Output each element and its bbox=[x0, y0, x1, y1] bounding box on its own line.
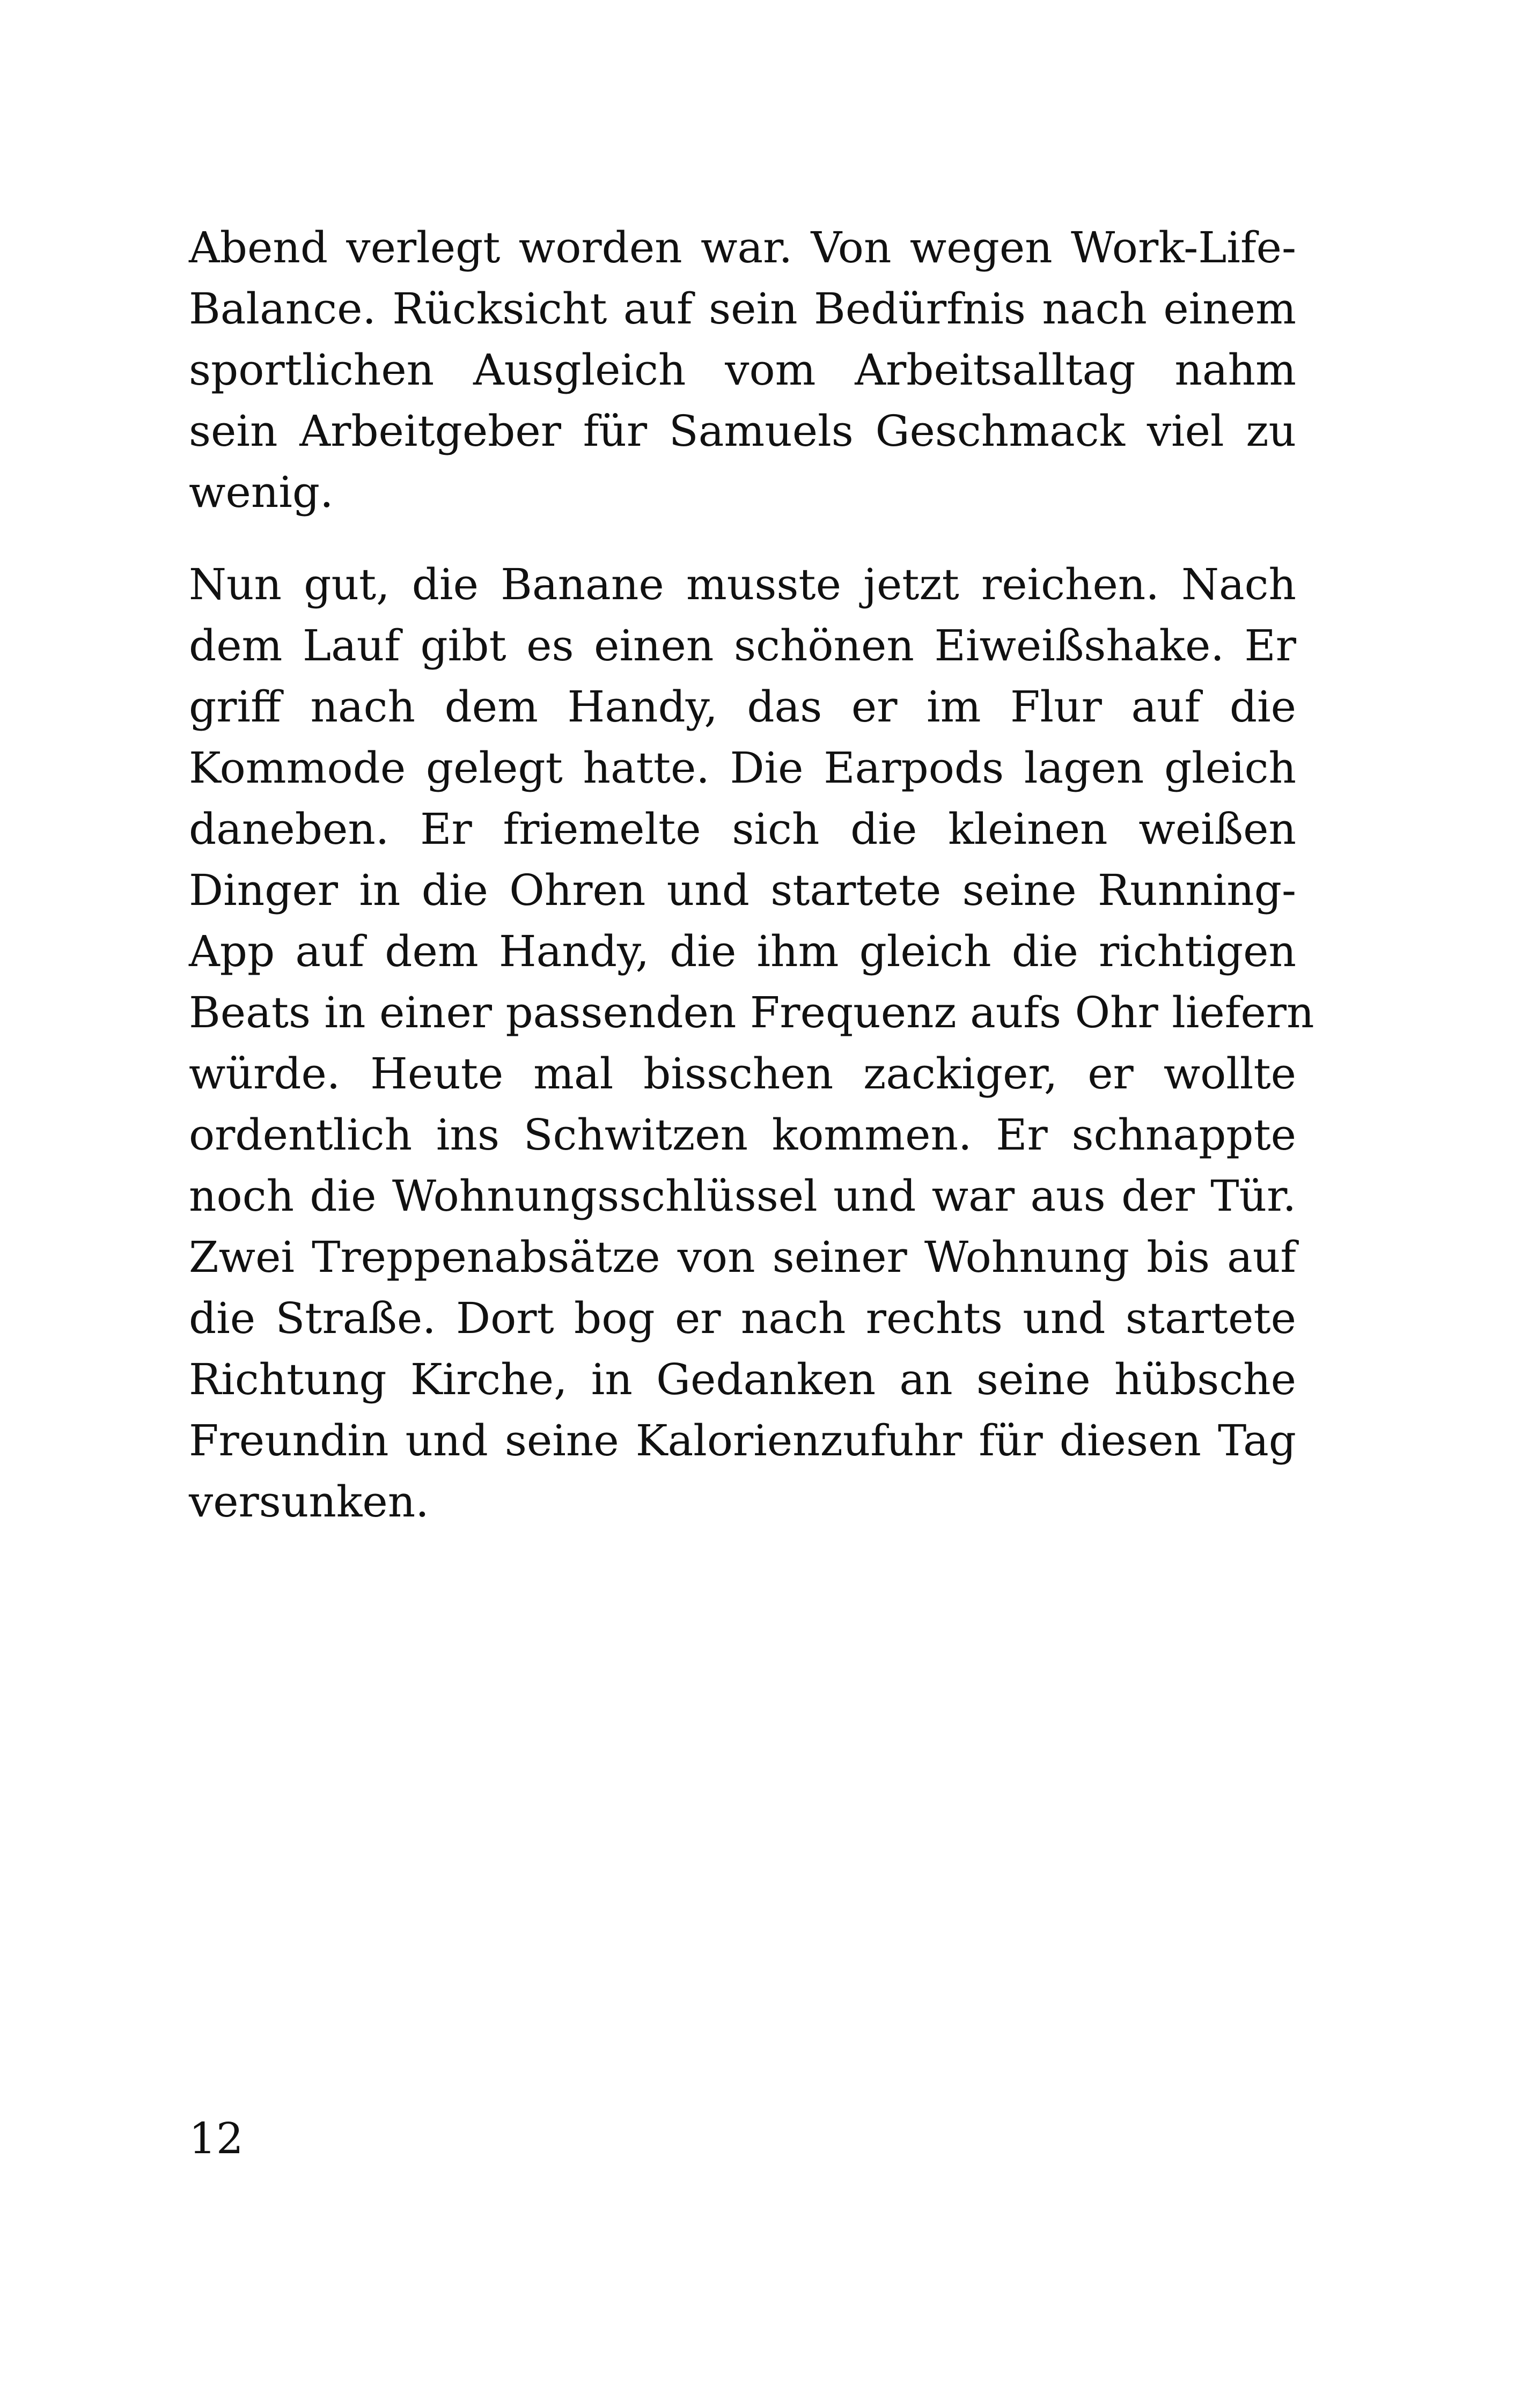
text-line: dem Lauf gibt es einen schönen Eiweißshake. Er bbox=[189, 621, 1296, 671]
text-line: Beats in einer passenden Frequenz aufs Ohr liefern bbox=[189, 988, 1314, 1037]
text-line: noch die Wohnungsschlüssel und war aus der Tür. bbox=[189, 1171, 1296, 1221]
text-line: Dinger in die Ohren und startete seine Running- bbox=[189, 865, 1296, 915]
text-line: ordentlich ins Schwitzen kommen. Er schnappte bbox=[189, 1110, 1296, 1160]
text-line: sein Arbeitgeber für Samuels Geschmack viel zu bbox=[189, 406, 1296, 456]
text-line: würde. Heute mal bisschen zackiger, er wollte bbox=[189, 1049, 1296, 1099]
text-line: Zwei Treppenabsätze von seiner Wohnung bis auf bbox=[189, 1232, 1296, 1282]
text-line: sportlichen Ausgleich vom Arbeitsalltag nahm bbox=[189, 345, 1296, 395]
paragraph-2 bbox=[189, 554, 1314, 1533]
page-number: 12 bbox=[189, 2114, 244, 2163]
text-line: die Straße. Dort bog er nach rechts und startete bbox=[189, 1293, 1296, 1343]
text-line: daneben. Er friemelte sich die kleinen weißen bbox=[189, 804, 1296, 854]
text-line: Abend verlegt worden war. Von wegen Work-Life- bbox=[189, 223, 1296, 273]
paragraph-1 bbox=[189, 217, 1296, 523]
body-text bbox=[189, 217, 1314, 1533]
text-line: Freundin und seine Kalorienzufuhr für diesen Tag bbox=[189, 1416, 1296, 1466]
text-line: griff nach dem Handy, das er im Flur auf die bbox=[189, 682, 1296, 732]
text-line: versunken. bbox=[189, 1477, 429, 1527]
text-line: Balance. Rücksicht auf sein Bedürfnis nach einem bbox=[189, 284, 1296, 334]
text-line: App auf dem Handy, die ihm gleich die richtigen bbox=[189, 926, 1296, 976]
text-line: wenig. bbox=[189, 467, 334, 517]
text-line: Richtung Kirche, in Gedanken an seine hübsche bbox=[189, 1354, 1296, 1404]
text-line: Kommode gelegt hatte. Die Earpods lagen gleich bbox=[189, 743, 1296, 793]
text-line: Nun gut, die Banane musste jetzt reichen. Nach bbox=[189, 559, 1296, 609]
paragraph-spacing bbox=[189, 523, 1296, 554]
